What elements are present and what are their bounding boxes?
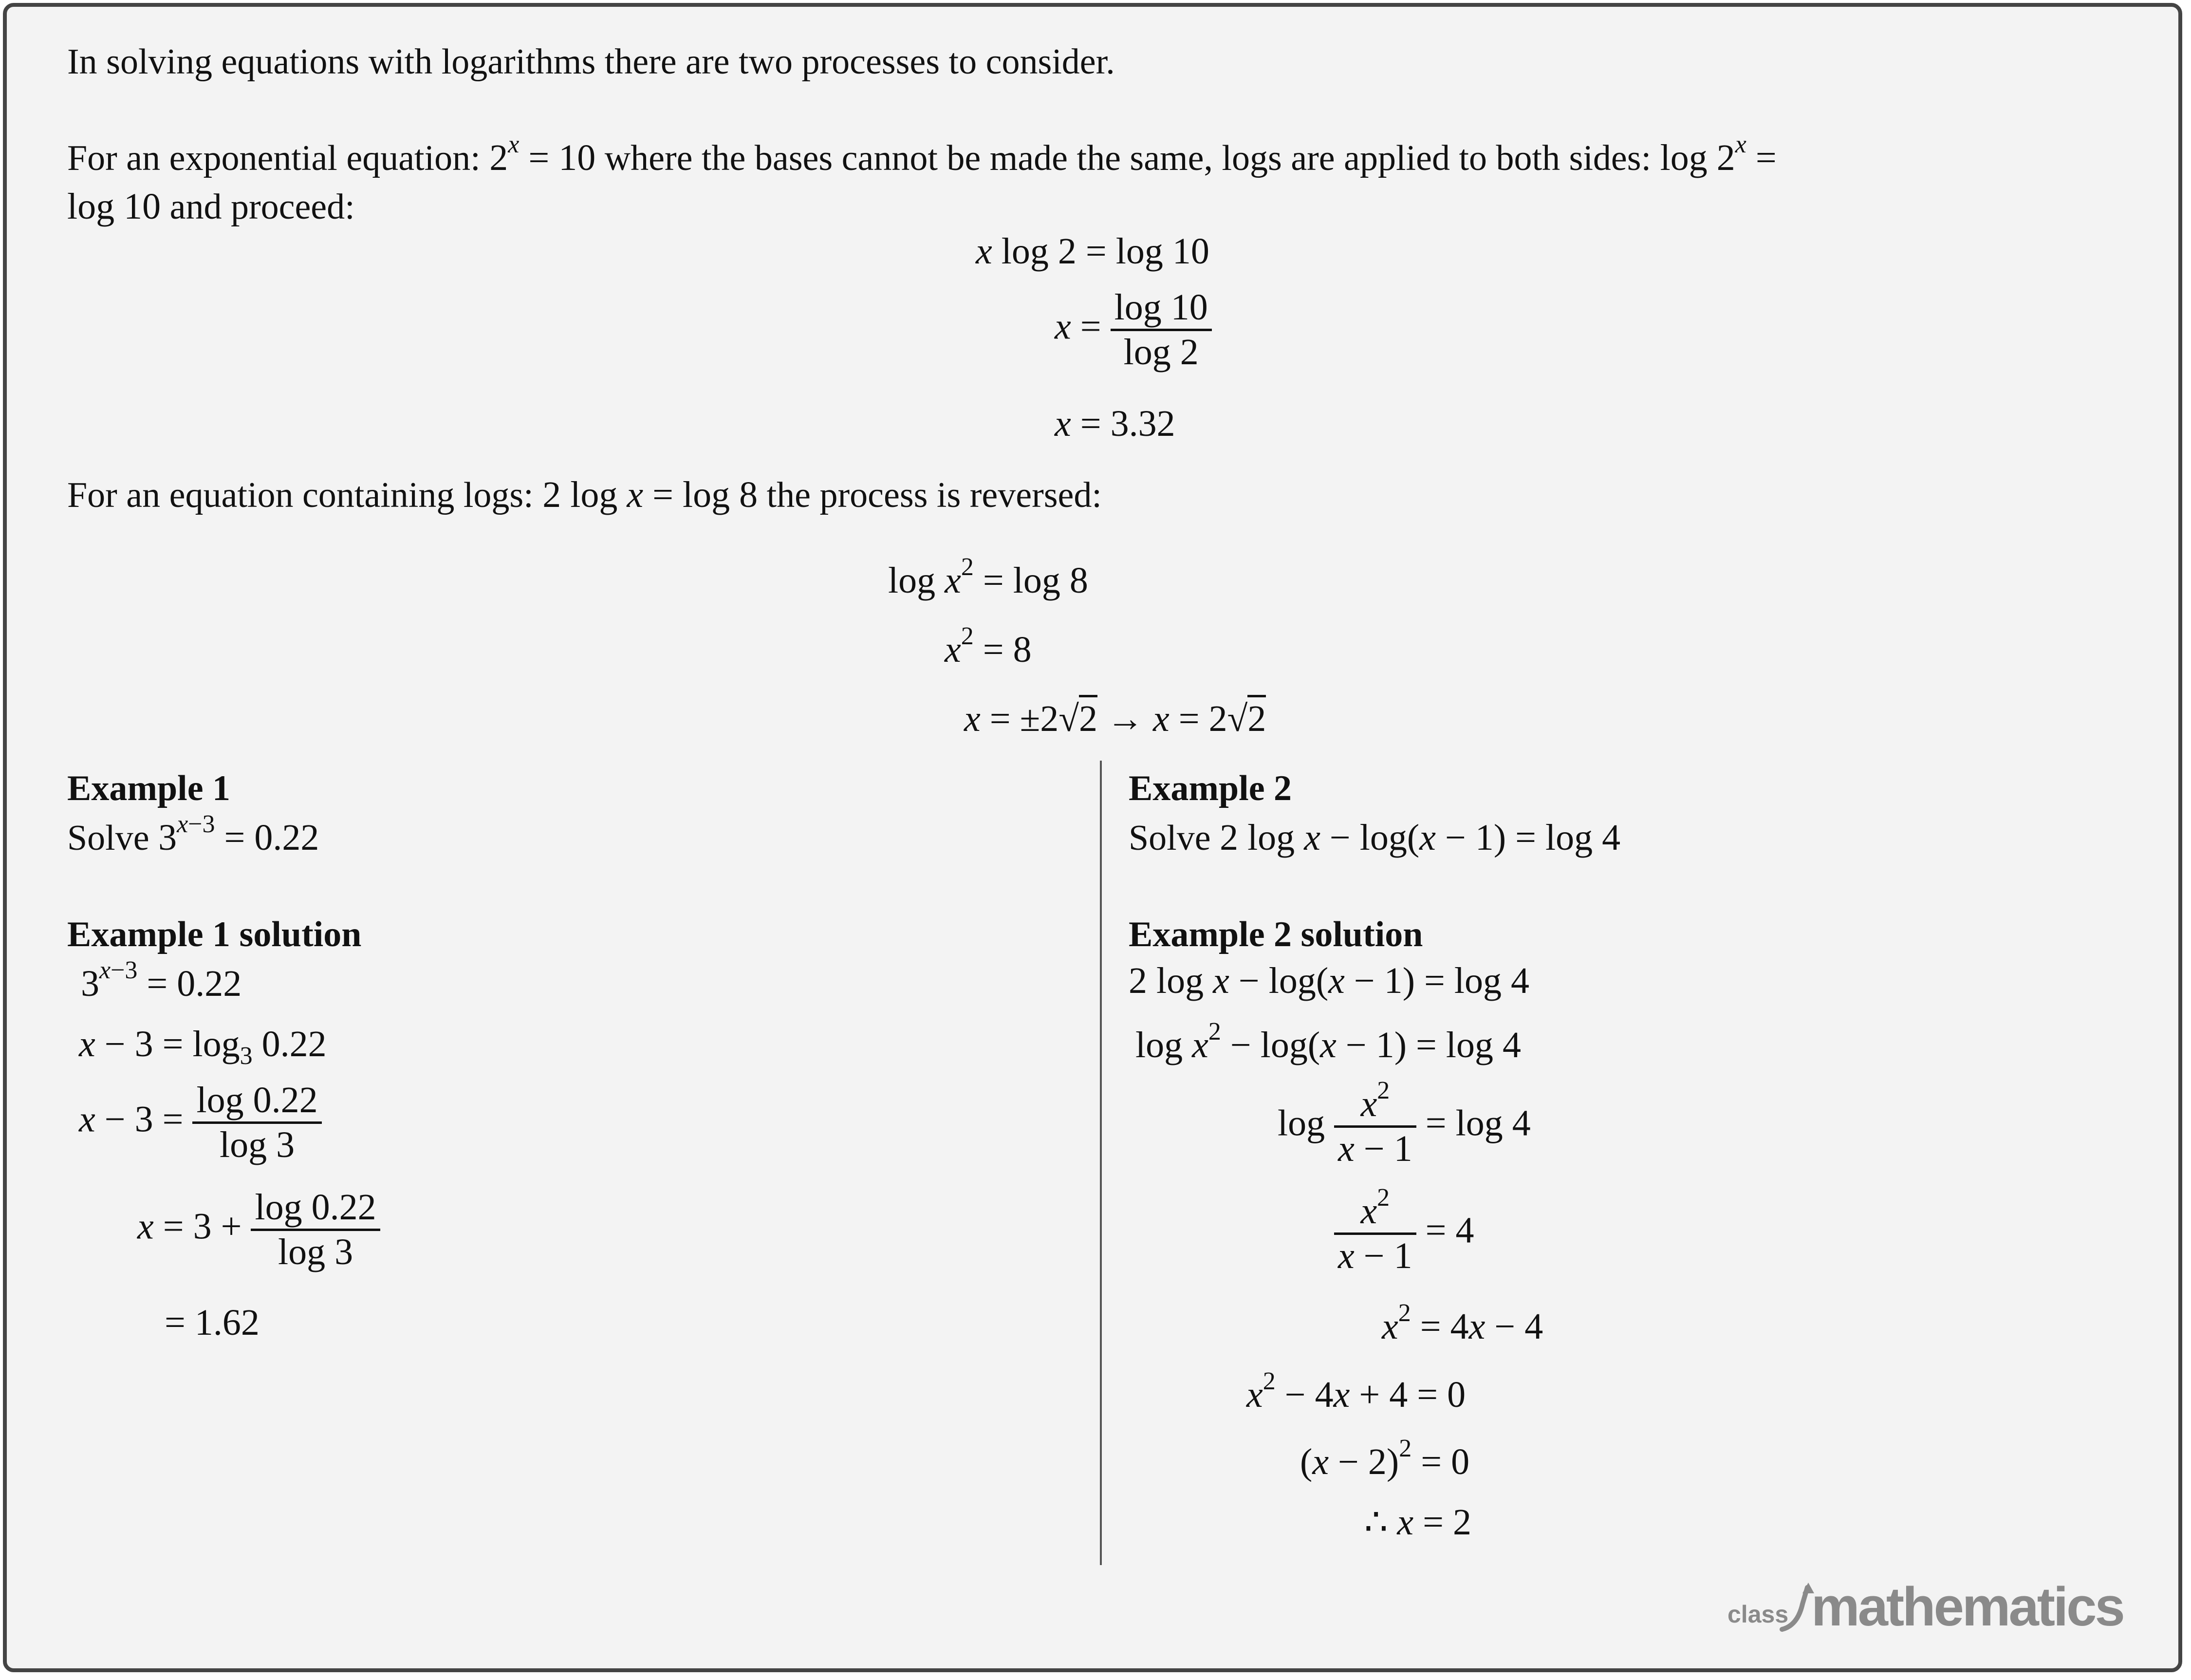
logo-name: mathematics bbox=[1811, 1579, 2123, 1637]
ex2-step-6: $x^2 - 4x + 4 = 0$ bbox=[1246, 1367, 1466, 1415]
logs-paragraph bbox=[67, 476, 1102, 513]
fraction: $\frac{\log 10}{\log 2}$ bbox=[1111, 286, 1212, 374]
example-1-prompt bbox=[67, 810, 319, 858]
ex1-step-4: x = 3 + $\frac{\log 0.22}{\log 3}$ bbox=[137, 1186, 380, 1274]
log-equation: 2 log x = log 8 bbox=[542, 474, 758, 515]
example-1-solve-label: Solve bbox=[67, 818, 159, 858]
content-panel bbox=[3, 3, 2182, 1672]
column-divider bbox=[1100, 761, 1102, 1565]
ex2-step-3: log $\frac{x^2}{x - 1}$ = log 4 bbox=[1278, 1083, 1531, 1171]
ex1-step-2: $x - 3 = \log_3 0.22$ bbox=[79, 1024, 327, 1070]
ex2-step-1: 2 log x − log(x − 1) = log 4 bbox=[1129, 960, 1530, 1001]
class-mathematics-logo bbox=[1725, 1579, 2138, 1637]
log-both-sides-lhs: $\log 2^x$ = bbox=[1660, 131, 1777, 178]
ex1-step-1: $3^{x-3} = 0.22$ bbox=[81, 956, 242, 1004]
ex1-step-3: x − 3 = $\frac{\log 0.22}{\log 3}$ bbox=[79, 1079, 322, 1167]
example-2-solve-label: Solve bbox=[1129, 818, 1220, 858]
example-2-title: Example 2 bbox=[1129, 768, 1292, 808]
example-2-equation: 2 log x − log(x − 1) = log 4 bbox=[1220, 817, 1621, 858]
exp-step-3: x = 3.32 bbox=[1055, 403, 1175, 444]
ex2-step-4: $\frac{x^2}{x - 1}$ = 4 bbox=[1334, 1190, 1474, 1278]
example-1-title: Example 1 bbox=[67, 768, 231, 808]
exponential-text-2: where the bases cannot be made the same, logs are applied to both sides: bbox=[595, 138, 1660, 178]
intro-text: In solving equations with logarithms there are two processes to consider. bbox=[67, 42, 1115, 82]
example-2-prompt bbox=[1129, 819, 1620, 856]
logs-text-2: the process is reversed: bbox=[758, 475, 1102, 515]
exponential-paragraph-line2 bbox=[67, 188, 355, 225]
ex2-step-5: $x^2 = 4x - 4$ bbox=[1382, 1299, 1543, 1347]
example-equation: $2^x = 10$ bbox=[489, 131, 596, 178]
log-step-1: $\log x^2 = \log 8$ bbox=[888, 553, 1088, 601]
fraction: $\frac{x^2}{x - 1}$ bbox=[1334, 1190, 1416, 1278]
example-2-solution-title: Example 2 solution bbox=[1129, 915, 1423, 954]
logs-text-1: For an equation containing logs: bbox=[67, 475, 543, 515]
exp-step-2: x = $\frac{\log 10}{\log 2}$ bbox=[1055, 286, 1212, 374]
fraction: $\frac{\log 0.22}{\log 3}$ bbox=[251, 1186, 380, 1274]
log-step-3: x = ±2√2 → x = 2√2 bbox=[964, 700, 1266, 737]
fraction: $\frac{x^2}{x - 1}$ bbox=[1334, 1083, 1416, 1171]
exponential-paragraph-line1 bbox=[67, 131, 1777, 178]
exponential-text-3: and proceed: bbox=[161, 187, 355, 227]
example-1-equation: $3^{x-3} = 0.22$ bbox=[158, 810, 319, 858]
fraction: $\frac{\log 0.22}{\log 3}$ bbox=[192, 1079, 321, 1167]
logo-prefix: class bbox=[1727, 1601, 1789, 1628]
ex2-step-2: $\log x^2 - \log(x - 1) = \log 4$ bbox=[1135, 1018, 1522, 1065]
ex2-step-7: $(x - 2)^2 = 0$ bbox=[1300, 1435, 1470, 1482]
ex1-step-5: = 1.62 bbox=[165, 1302, 260, 1343]
exponential-text-1: For an exponential equation: bbox=[67, 138, 490, 178]
ex2-step-8: ∴ x = 2 bbox=[1364, 1502, 1471, 1543]
example-1-solution-title: Example 1 solution bbox=[67, 915, 362, 954]
log-both-sides-rhs: log 10 bbox=[67, 186, 161, 227]
log-step-2: $x^2 = 8$ bbox=[945, 622, 1032, 670]
exp-step-1: x log 2 = log 10 bbox=[976, 231, 1209, 272]
